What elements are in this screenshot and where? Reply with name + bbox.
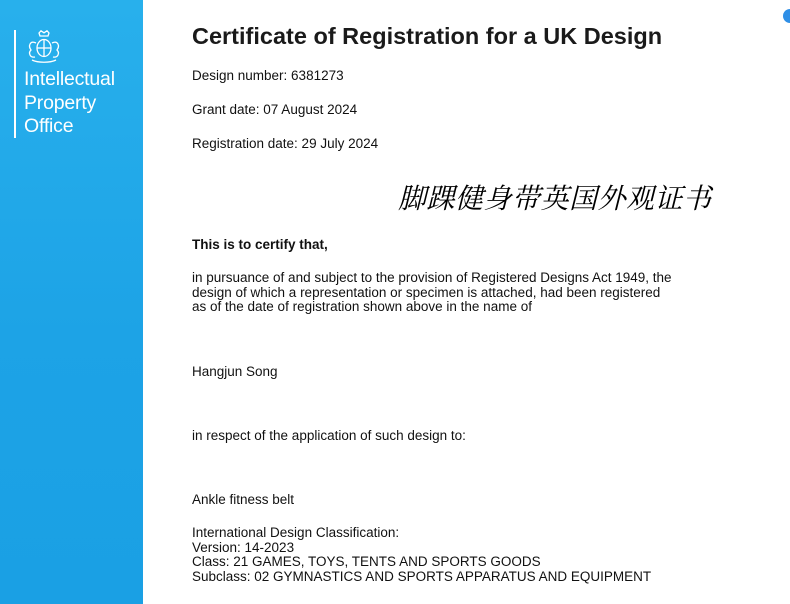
paragraph-line: in pursuance of and subject to the provision of Registered Designs Act 1949, the (192, 270, 672, 285)
application-respect-text: in respect of the application of such design to: (192, 428, 466, 443)
logo-divider (14, 30, 16, 138)
design-classification (192, 526, 651, 584)
classification-line: Class: 21 GAMES, TOYS, TENTS AND SPORTS GOODS (192, 554, 541, 569)
certify-heading: This is to certify that, (192, 237, 328, 252)
product-name: Ankle fitness belt (192, 492, 295, 507)
royal-crest-icon (24, 30, 64, 64)
design-number: Design number: 6381273 (192, 68, 344, 83)
scroll-indicator (783, 9, 790, 23)
classification-line: Version: 14-2023 (192, 539, 295, 555)
handwritten-annotation: 脚踝健身带英国外观证书 (398, 182, 712, 215)
grant-date: Grant date: 07 August 2024 (192, 102, 358, 117)
holder-name: Hangjun Song (192, 364, 278, 379)
organisation-name (24, 68, 142, 139)
organisation-name-line: Intellectual (24, 68, 115, 90)
paragraph-line: as of the date of registration shown above in the name of (192, 299, 532, 314)
organisation-name-line: Property (24, 91, 97, 114)
pursuance-paragraph (192, 271, 672, 315)
certificate-title: Certificate of Registration for a UK Design (192, 23, 663, 49)
registration-date: Registration date: 29 July 2024 (192, 136, 379, 151)
classification-line: International Design Classification: (192, 525, 400, 540)
organisation-name-line: Office (24, 115, 74, 137)
classification-line: Subclass: 02 GYMNASTICS AND SPORTS APPARATUS AND EQUIPMENT (192, 568, 652, 584)
paragraph-line: design of which a representation or specimen is attached, had been registered (192, 284, 661, 300)
ipo-sidebar (0, 0, 143, 604)
